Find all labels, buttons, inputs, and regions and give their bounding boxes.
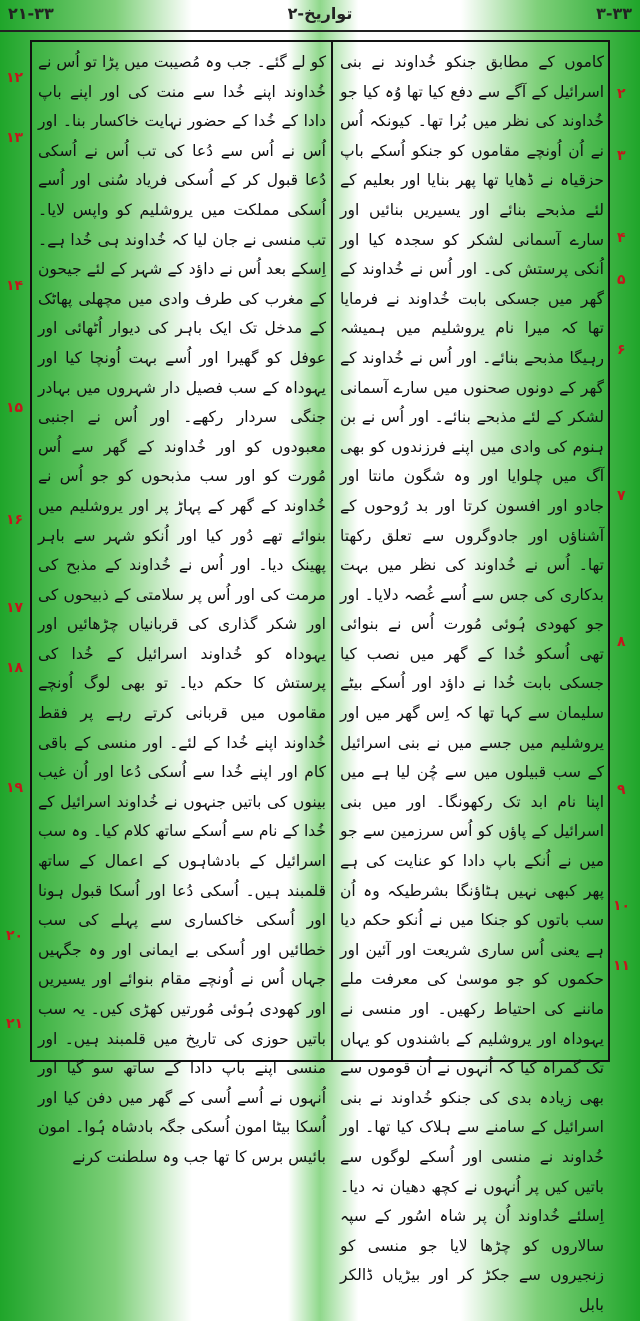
verse-number: ۱۷ [6, 600, 24, 616]
verse-number: ۱۱ [613, 958, 631, 974]
page-header [0, 0, 640, 32]
verse-number: ۶ [617, 342, 626, 358]
verse-number: ۷ [617, 488, 626, 504]
verse-number: ۱۶ [6, 512, 24, 528]
verse-number: ۱۹ [6, 780, 24, 796]
right-text-column [340, 48, 604, 1314]
verse-number: ۱۸ [6, 660, 24, 676]
verse-number: ۱۵ [6, 400, 24, 416]
verse-number: ۲ [617, 86, 626, 102]
column-divider [331, 40, 333, 1062]
verse-number: ۱۳ [6, 130, 24, 146]
verse-number: ۱۲ [6, 70, 24, 86]
verse-number: ۲۰ [6, 928, 24, 944]
left-column-text: کو لے گئے۔ جب وہ مُصیبت میں پڑا تو اُس نے خُداوند اپنے خُدا سے منت کی اور اپنے باپ دادا کے خُدا کے حضور نہایت خاکسار بنا۔ اور اُس نے اُس سے دُعا کی تب اُس نے اُسکی دُعا قبول کر کے اُسکی فریاد سُنی اور اُسے اُسکی مملکت میں یروشلیم کو واپس لایا۔ تب منسی نے جان لیا کہ خُداوند ہی خُدا ہے۔ اِسکے بعد اُس نے داؤد کے شہر کے لئے جیحون کے مغرب کی طرف وادی میں مچھلی پھاٹک کے مدخل تک ایک باہر کی دیوار اُٹھائی اور عوفل کو گھیرا اور اُسے بہت اُونچا کیا اور یہوداہ کے سب فصیل دار شہروں میں بہادر جنگی سردار رکھے۔ اور اُس نے اجنبی معبودوں کو اور خُداوند کے گھر سے اُس مُورت کو اور سب مذبحوں کو جو اُس نے خُداوند کے گھر کے پہاڑ پر اور یروشلیم میں بنوائے تھے دُور کیا اور اُنکو شہر سے باہر پھینک دیا۔ اور اُس نے خُداوند کے مذبح کی مرمت کی اور اُس پر سلامتی کے ذبیحوں کی اور شکر گذاری کی قربانیاں چڑھائیں اور یہوداہ کو خُداوند اسرائیل کے خُدا کی پرستش کا حکم دیا۔ تو بھی لوگ اُونچے مقاموں میں قربانی کرتے رہے پر فقط خُداوند اپنے خُدا کے لئے۔ اور منسی کے باقی کام اور اپنے خُدا سے اُسکی دُعا اور اُن غیب بینوں کی باتیں جنہوں نے خُداوند اسرائیل کے خُدا کے نام سے اُسکے ساتھ کلام کیا۔ وہ سب اسرائیل کے بادشاہوں کے اعمال کے ساتھ قلمبند ہیں۔ اُسکی دُعا اور اُسکا قبول ہونا اور اُسکی خاکساری سے پہلے کی سب خطائیں اور اُسکی بے ایمانی اور وہ جگہیں جہاں اُس نے اُونچے مقام بنوائے اور یسیریں اور کھودی ہُوئی مُورتیں کھڑی کیں۔ یہ سب باتیں حوزی کی تاریخ میں قلمبند ہیں۔ اور منسی اپنے باپ دادا کے ساتھ سو گیا اور اُنہوں نے اُسے اُسی کے گھر میں دفن کیا اور اُسکا بیٹا امون اُسکی جگہ بادشاہ ہُوا۔ امون بائیس برس کا تھا جب وہ سلطنت کرنے [38, 53, 326, 1166]
verse-number: ۱۴ [6, 278, 24, 294]
left-text-column [38, 48, 326, 1166]
verse-number: ۲۱ [6, 1016, 24, 1032]
right-column-text: کاموں کے مطابق جنکو خُداوند نے بنی اسرائیل کے آگے سے دفع کیا تھا وُہ کیا جو خُداوند کی نظر میں بُرا تھا۔ کیونکہ اُس نے اُن اُونچے مقاموں کو جنکو اُسکے باپ حزقیاہ نے ڈھایا تھا پھر بنایا اور بعلیم کے لئے مذبحے بنائے اور یسیریں بنائیں اور سارے آسمانی لشکر کو سجدہ کیا اور اُنکی پرستش کی۔ اور اُس نے خُداوند کے گھر میں جسکی بابت خُداوند نے فرمایا تھا کہ میرا نام یروشلیم میں ہمیشہ رہیگا مذبحے بنائے۔ اور اُس نے خُداوند کے گھر کے دونوں صحنوں میں سارے آسمانی لشکر کے لئے مذبحے بنائے۔ اور اُس نے بن ہنوم کی وادی میں اپنے فرزندوں کو بھی آگ میں چلوایا اور وہ شگون مانتا اور جادو اور افسون کرتا اور بد رُوحوں کے آشناؤں اور جادوگروں سے تعلق رکھتا تھا۔ اُس نے خُداوند کی نظر میں بہت بدکاری کی جس سے اُسے غُصہ دلایا۔ اور جو کھودی ہُوئی مُورت اُس نے بنوائی تھی اُسکو خُدا کے گھر میں نصب کیا جسکی بابت خُدا نے داؤد اور اُسکے بیٹے سلیمان سے کہا تھا کہ اِس گھر میں اور یروشلیم میں جسے میں نے بنی اسرائیل کے سب قبیلوں میں سے چُن لیا ہے میں اپنا نام ابد تک رکھونگا۔ اور میں بنی اسرائیل کے پاؤں کو اُس سرزمین سے جو میں نے اُنکے باپ دادا کو عنایت کی ہے پھر کبھی نہیں ہٹاؤنگا بشرطیکہ وہ اُن سب باتوں کو جنکا میں نے اُنکو حکم دیا ہے یعنی اُس ساری شریعت اور آئین اور حکموں کو جو موسیٰ کی معرفت ملے ماننے کی احتیاط رکھیں۔ اور منسی نے یہوداہ اور یروشلیم کے باشندوں کو یہاں تک گمراہ کیا کہ اُنہوں نے اُن قوموں سے بھی زیادہ بدی کی جنکو خُداوند نے بنی اسرائیل کے سامنے سے ہلاک کیا تھا۔ اور خُداوند نے منسی اور اُسکے لوگوں سے باتیں کیں پر اُنہوں نے کچھ دھیان نہ دیا۔ اِسلئے خُداوند اُن پر شاہ اسُور کے سپہ سالاروں کو چڑھا لایا جو منسی کو زنجیروں سے جکڑ کر اور بیڑیاں ڈالکر بابل [340, 53, 604, 1314]
verse-number: ۵ [617, 272, 626, 288]
verse-number: ۴ [617, 230, 626, 246]
page-range-left: ۲۱-۳۳ [8, 4, 54, 23]
verse-number: ۳ [617, 148, 626, 164]
verse-number: ۱۰ [613, 898, 631, 914]
verse-number: ۹ [617, 782, 626, 798]
page-range-right: ۳-۳۳ [596, 4, 632, 23]
verse-number: ۸ [617, 634, 626, 650]
book-title: ۲-تواریخ [287, 4, 353, 23]
